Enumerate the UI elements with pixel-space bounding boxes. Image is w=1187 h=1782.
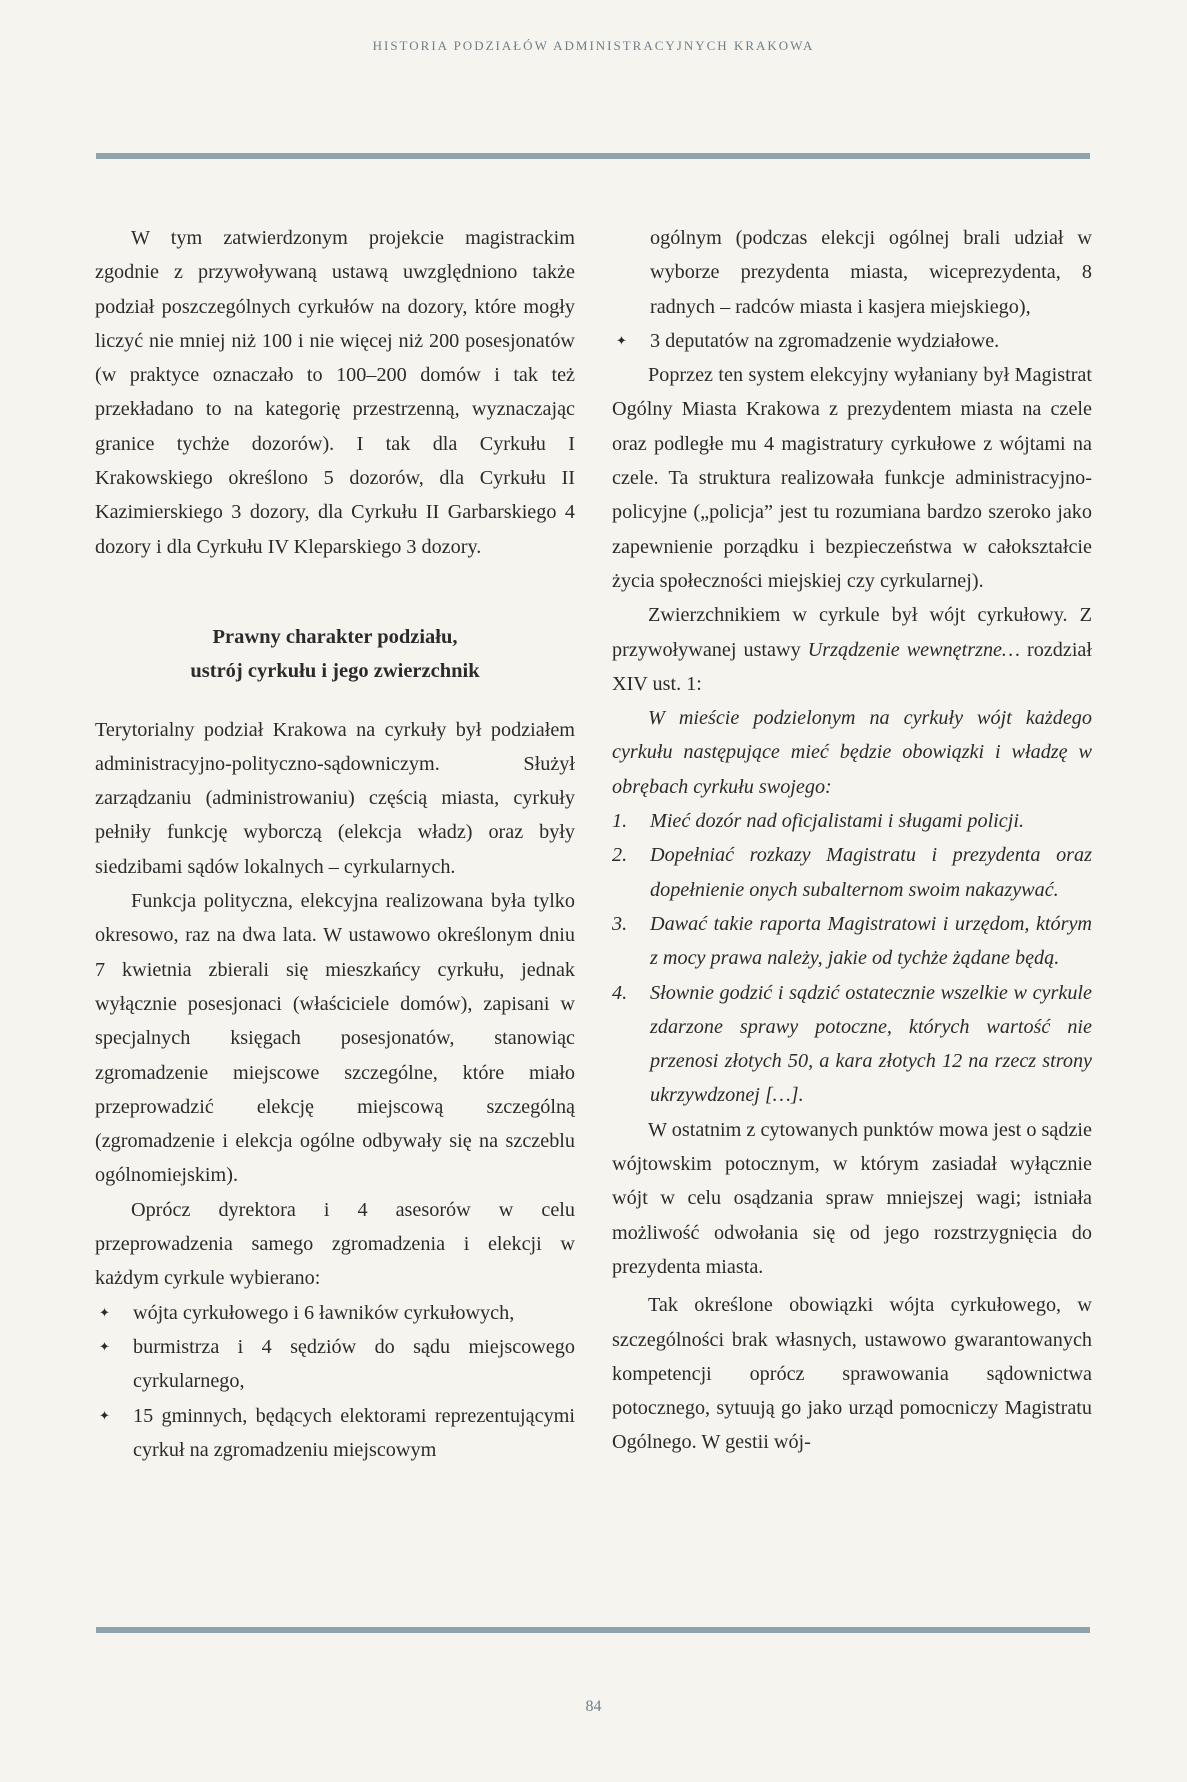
list-item-text: Dopełniać rozkazy Magistratu i prezydenta oraz dopełnienie onych subalternom swoim nakazywać. (650, 844, 1092, 901)
quote-paragraph: W mieście podzielonym na cyrkuły wójt każdego cyrkułu następujące mieć będzie obowiązki i władzę w obrębach cyrkułu swojego: (612, 707, 1092, 798)
bullet-list-continued (612, 221, 1092, 358)
section-heading (95, 620, 575, 689)
bullet-icon: ✦ (99, 1304, 110, 1320)
bullet-icon: ✦ (99, 1338, 110, 1354)
list-item-text: 15 gminnych, będących elektorami reprezentującymi cyrkuł na zgromadzeniu miejscowym (133, 1404, 575, 1461)
list-item (95, 1330, 575, 1399)
list-number: 2. (612, 844, 628, 867)
list-item-text: burmistrza i 4 sędziów do sądu miejscowego cyrkularnego, (133, 1335, 575, 1393)
list-item (612, 221, 1092, 324)
paragraph: Terytorialny podział Krakowa na cyrkuły był podziałem administracyjno-polityczno-sądowniczym. Służył zarządzaniu (administrowaniu) częścią miasta, cyrkuły pełniły funkcję wyborczą (elekcja władz) oraz były siedzibami sądów lokalnych – cyrkularnych. (95, 718, 575, 878)
section-heading-line: ustrój cyrkułu i jego zwierzchnik (190, 660, 480, 683)
paragraph: Funkcja polityczna, elekcyjna realizowana była tylko okresowo, raz na dwa lata. W ustawowo określonym dniu 7 kwietnia zbierali się mieszkańcy cyrkułu, jednak wyłącznie posesjonaci (właściciele domów), zapisani w specjalnych księgach posesjonatów, stanowiąc zgromadzenie miejscowe szczególne, które miało przeprowadzić elekcję miejscową szczególną (zgromadzenie i elekcja ogólne odbywały się na szczeblu ogólnomiejskim). (95, 890, 575, 1187)
bullet-icon: ✦ (99, 1407, 110, 1423)
section-heading-line: Prawny charakter podziału, (212, 625, 458, 648)
list-item-text: Słownie godzić i sądzić ostatecznie wszelkie w cyrkule zdarzone sprawy potoczne, których wartość nie przenosi złotych 50, a kara złotych 12 na rzecz strony ukrzywdzonej […]. (650, 981, 1092, 1107)
page-number: 84 (585, 1698, 602, 1715)
running-head: HISTORIA PODZIAŁÓW ADMINISTRACYJNYCH KRAKOWA (372, 38, 815, 53)
bullet-list (95, 1296, 575, 1467)
list-number: 4. (612, 981, 628, 1004)
list-item (612, 324, 1092, 358)
list-item-text: 3 deputatów na zgromadzenie wydziałowe. (650, 329, 1000, 352)
bottom-rule (96, 1627, 1090, 1633)
paragraph-text: rozdział XIV ust. 1: (612, 638, 1093, 695)
paragraph (612, 598, 1092, 701)
list-item-text: wójta cyrkułowego i 6 ławników cyrkułowych, (133, 1301, 515, 1324)
list-item-text: ogólnym (podczas elekcji ogólnej brali udział w wyborze prezydenta miasta, wiceprezydenta, 8 radnych – radców miasta i kasjera miejskiego), (650, 227, 1092, 318)
list-item (612, 838, 1092, 907)
list-item (95, 1296, 575, 1330)
cited-title: Urządzenie wewnętrzne… (807, 638, 1020, 661)
paragraph-text: Zwierzchnikiem w cyrkule był wójt cyrkułowy. Z przywoływanej ustawy (612, 604, 1092, 661)
left-column (95, 221, 575, 1467)
paragraph: Oprócz dyrektora i 4 asesorów w celu przeprowadzenia samego zgromadzenia i elekcji w każdym cyrkule wybierano: (95, 1198, 575, 1290)
paragraph: W tym zatwierdzonym projekcie magistrackim zgodnie z przywoływaną ustawą uwzględniono także podział poszczególnych cyrkułów na dozory, które mogły liczyć nie mniej niż 100 i nie więcej niż 200 posesjonatów (w praktyce oznaczało to 100–200 domów i tak też przekładano to na kategorię przestrzenną, wyznaczając granice tychże dozorów). I tak dla Cyrkułu I Krakowskiego określono 5 dozorów, dla Cyrkułu II Kazimierskiego 3 dozory, dla Cyrkułu II Garbarskiego 4 dozory i dla Cyrkułu IV Kleparskiego 3 dozory. (95, 227, 575, 558)
list-item-text: Mieć dozór nad oficjalistami i sługami policji. (650, 810, 1025, 833)
list-item (95, 1399, 575, 1468)
list-number: 3. (612, 912, 628, 935)
list-item (612, 804, 1092, 838)
paragraph: W ostatnim z cytowanych punktów mowa jest o sądzie wójtowskim potocznym, w którym zasiadał wyłącznie wójt w celu osądzania spraw mniejszej wagi; istniała możliwość odwołania się od jego rozstrzygnięcia do prezydenta miasta. (612, 1118, 1092, 1278)
top-rule (96, 153, 1090, 159)
list-item-text: Dawać takie raporta Magistratowi i urzędom, którym z mocy prawa należy, jakie od tychże żądane będą. (650, 912, 1092, 970)
list-item (612, 976, 1092, 1113)
bullet-icon: ✦ (616, 332, 627, 348)
right-column (612, 221, 1092, 1460)
numbered-list (612, 804, 1092, 1113)
list-item (612, 907, 1092, 976)
list-number: 1. (612, 810, 628, 833)
paragraph: Poprzez ten system elekcyjny wyłaniany był Magistrat Ogólny Miasta Krakowa z prezydentem miasta na czele oraz podległe mu 4 magistratury cyrkułowe z wójtami na czele. Ta struktura realizowała funkcje administracyjno-policyjne („policja” jest tu rozumiana bardzo szeroko jako zapewnienie porządku i bezpieczeństwa w całokształcie życia społeczności miejskiej czy cyrkularnej). (612, 364, 1092, 592)
paragraph: Tak określone obowiązki wójta cyrkułowego, w szczególności brak własnych, ustawowo gwarantowanych kompetencji oprócz sprawowania sądownictwa potocznego, sytuują go jako urząd pomocniczy Magistratu Ogólnego. W gestii wój- (612, 1294, 1092, 1454)
